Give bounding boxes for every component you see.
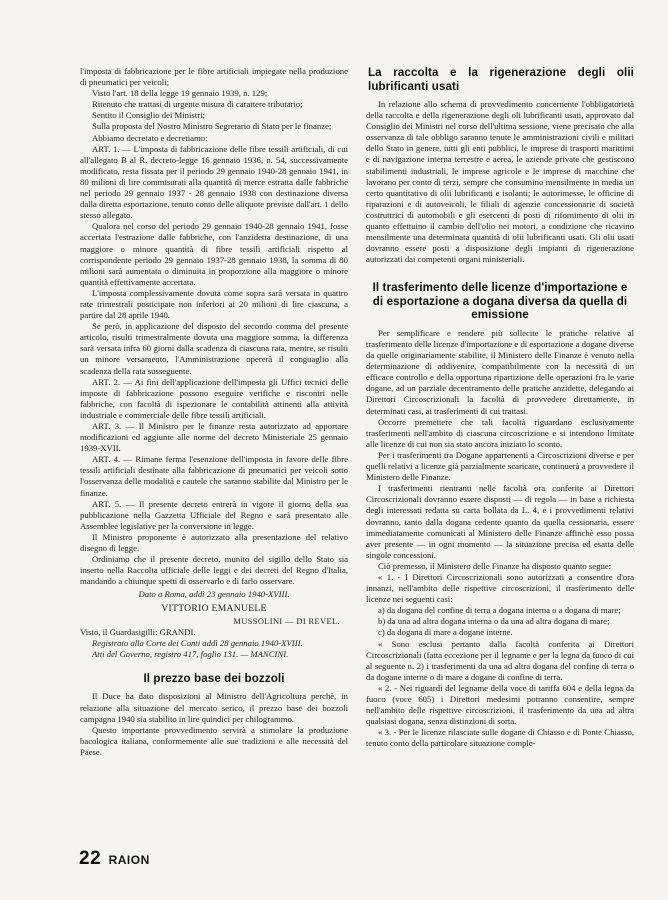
section-heading-bozzoli: Il prezzo base dei bozzoli	[143, 671, 285, 685]
section-heading-olii: La raccolta e la rigenerazione degli olii lubrificanti usati	[368, 66, 634, 93]
paragraph: I trasferimenti rientranti nelle facoltà ora conferite ai Direttori Circoscrizionali dovranno essere disposti — di regola — in base a richiesta degli interessati redatta su carta bollata da L. 4, e i provvedimenti relativi dovranno, tanto dalla dogana cedente quanto da quella cessionaria, essere immediatamente comunicati al Ministero delle Finanze affinchè esso possa aver presente — in ogni momento — la situazione precisa ed esatta delle singole concessioni.	[366, 483, 634, 560]
page-footer	[79, 848, 150, 870]
paragraph: In relazione allo schema di provvedimento concernente l'obbligatorietà della raccolta e della rigenerazione degli oli lubrificanti usati, approvato dal Consiglio dei Ministri nel corso dell'ultima sessione, viene precisato che alla osservanza di tale obbligo saranno tenute le amministrazioni civili e militari dello Stato in genere, tutti gli enti pubblici, le imprese di trasporti marittimi e di navigazione interna terrestre e aerea, le aziende private che gestiscono stabilimenti industriali, le imprese agricole e le imprese di macchine che lavorano per conto di terzi, sempre che consumino mensilmente in media un certo quantitativo di olii lubrificanti e isolanti; le autorimesse, le officine di riparazioni e di autoveicoli, le filiali di agenzie concessionarie di società costruttrici di automobili e gli esercenti di posti di rifornimento di olii in quanto effettuino il cambio dell'olio nei motori, a condizione che ricavino mensilmente una determinata quantità di olii lubrificanti usati. Gli olii usati dovranno essere posti a disposizione degli impianti di rigenerazione autorizzati dai competenti organi ministeriali.	[366, 99, 634, 265]
article-2: ART. 2. — Ai fini dell'applicazione dell'imposta gli Uffici tecnici delle imposte di fabbricazione possono eseguire verifiche e riscontri nelle fabbriche, con facoltà di ispezionare le contabilità attinenti alla attività industriale e commerciale delle fibre tessili artificiali.	[80, 376, 348, 420]
section-heading-licenze: Il trasferimento delle licenze d'importazione e di esportazione a dogana diversa da quella di emissione	[372, 281, 628, 322]
paragraph: « 3. - Per le licenze rilasciate sulle dogane di Chiasso e di Ponte Chiasso, tenuto conto della particolare situazione comple-	[366, 727, 634, 749]
paragraph: Questo importante provvedimento servirà a stimolare la produzione bacologica italiana, conformemente alle sue tradizioni e alle necessità del Paese.	[80, 724, 348, 757]
paragraph: Il Ministro proponente è autorizzato alla presentazione del relativo disegno di legge.	[80, 531, 348, 554]
visto-line: Visto, il Guardasigilli: GRANDI.	[80, 626, 196, 637]
article-5: ART. 5. — Il presente decreto entrerà in vigore il giorno della sua pubblicazione nella Gazzetta Ufficiale del Regno e sarà presentato alle Assemblee legislative per la conversione in legge.	[80, 498, 348, 531]
paragraph: Per semplificare e rendere più sollecite le pratiche relative al trasferimento delle licenze d'importazione e di esportazione a dogane diverse da quelle originariamente stabilite, il Ministero delle Finanze è venuto nella determinazione di addivenire, compatibilmente con la necessità di un efficace controllo e della opportuna ripartizione delle operazioni fra le varie dogane, ad un parziale decentramento delle pratiche anzidette, delegando ai Direttori Circoscrizionali la facoltà di provvedere direttamente, in determinati casi, ai trasferimenti di cui trattasi.	[366, 327, 634, 416]
list-item: c) da dogana di mare a dogane interne.	[378, 627, 513, 638]
paragraph: Visto l'art. 18 della legge 19 gennaio 1939, n. 129;	[92, 88, 268, 99]
paragraph: Qualora nel corso del periodo 29 gennaio 1940-28 gennaio 1941, fosse accertata l'estrazione dalle fabbriche, con l'anzidetta destinazione, di una maggiore o minore quantità di fibre tessili artificiali rispetto al corrispondente periodo 29 gennaio 1937-28 gennaio 1938, la somma di 80 milioni sarà aumentata o diminuita in proporzione alla maggiore o minore quantità effettivamente accertata.	[80, 221, 348, 287]
article-3: ART. 3. — Il Ministro per le finanze resta autorizzato ad apportare modificazioni ed aggiunte alle norme del decreto Ministeriale 25 gennaio 1939-XVII.	[80, 421, 348, 454]
list-item: b) da una ad altra dogana interna o da una ad altra dogana di mare;	[378, 616, 610, 627]
paragraph: Sentito il Consiglio dei Ministri;	[92, 110, 205, 121]
paragraph: Per i trasferimenti tra Dogane appartenenti a Circoscrizioni diverse e per quelli relativi a licenze già parzialmente scaricate, continuerà a provvedere il Ministero delle Finanze.	[366, 449, 634, 483]
paragraph: Se però, in applicazione del disposto del secondo comma del presente articolo, risulti trimestralmente dovuta una maggiore somma, la differenza sarà versata infra 60 giorni dalla scadenza di ciascuna rata, mentre, se risulti un minore versamento, l'Amministrazione opererà il conguaglio alla scadenza della rata susseguente.	[80, 321, 348, 376]
magazine-name: RAION	[108, 853, 150, 867]
paragraph: « 2. - Nei riguardi del legname della voce di tariffa 604 e della legna da fuoco (voce 605) i Direttori medesimi potranno consentire, sempre nell'ambito delle rispettive circoscrizioni, il trasferimento da una ad altra qualsiasi dogana, senza distinzioni di sorta.	[366, 682, 634, 727]
paragraph: Il Duce ha dato disposizioni al Ministro dell'Agricoltura perchè, in relazione alla situazione del mercato serico, il prezzo base dei bozzoli campagna 1940 sia stabilito in lire quindici per chilogrammo.	[80, 691, 348, 724]
paragraph: « 1. - I Direttori Circoscrizionali sono autorizzati a consentire d'ora innanzi, nell'ambito delle rispettive circoscrizioni, il trasferimento delle licenze nei seguenti casi:	[366, 571, 634, 605]
paragraph: Ordiniamo che il presente decreto, munito del sigillo dello Stato sia inserto nella Raccolta ufficiale delle leggi e dei decreti del Regno d'Italia, mandando a chiunque spetti di osservarlo e di farlo osservare.	[80, 554, 348, 587]
paragraph: Ciò premesso, il Ministero delle Finanze ha disposto quanto segue:	[378, 560, 612, 571]
paragraph: Sulla proposta del Nostro Ministro Segretario di Stato per le finanze;	[92, 121, 332, 132]
paragraph: L'imposta complessivamente dovuta come sopra sarà versata in quattro rate trimestrali posticipate non inferiori ai 20 milioni di lire ciascuna, a partire dal 28 aprile 1940.	[80, 287, 348, 321]
paragraph: l'imposta di fabbricazione per le fibre artificiali impiegate nella produzione di pneumatici per veicoli;	[80, 66, 348, 88]
ministers-signature: MUSSOLINI — DI REVEL.	[233, 616, 340, 626]
paragraph: Ritenuto che trattasi di urgente misura di carattere tributario;	[92, 99, 303, 110]
registration-line: Atti del Governo, registro 417, foglio 131. — MANCINI.	[92, 648, 289, 659]
list-item: a) da dogana del confine di terra a dogana interna o a dogana di mare;	[378, 605, 621, 616]
decree-date: Dato a Roma, addì 23 gennaio 1940-XVIII.	[138, 589, 290, 600]
article-4: ART. 4. — Rimane ferma l'esenzione dell'imposta in favore delle fibre tessili artificiali destinate alla fabbricazione di pneumatici per veicoli sotto l'osservanza delle modalità e cautele che saranno stabilite dal Ministro per le finanze.	[80, 454, 348, 498]
king-signature: VITTORIO EMANUELE	[161, 602, 267, 614]
paragraph: Abbiamo decretato e decretiamo:	[92, 132, 208, 143]
paragraph: « Sono esclusi pertanto dalla facoltà conferita ai Direttori Circoscrizionali (fatta eccezione per il legname e per la legna da fuoco di cui al seguente n. 2) i trasferimenti da una ad altra dogana del confine di terra o da dogane interne o di mare a dogane di confine di terra.	[366, 638, 634, 682]
right-column	[366, 66, 634, 749]
page-number: 22	[79, 848, 102, 869]
paragraph: Occorre premettere che tali facoltà riguardano esclusivamente trasferimenti nell'ambito di ciascuna circoscrizione e si intendono limitate alle licenze di cui non sia stato ancora iniziato lo sconto.	[366, 416, 634, 449]
registration-line: Registrato alla Corte dei Conti addì 28 gennaio 1940-XVIII.	[92, 637, 303, 648]
article-1: ART. 1. — L'imposta di fabbricazione delle fibre tessili artificiali, di cui all'allegato B al R. decreto-legge 16 gennaio 1936, n. 54, successivamente modificato, resta fissata per il periodo 29 gennaio 1940-28 gennaio 1941, in 80 milioni di lire commisurati alla quantità di merce estratta dalle fabbriche nel periodo 29 gennaio 1937 - 28 gennaio 1938 con destinazione diversa dalla diretta esportazione, tenuto conto delle aliquote previste dall'art. 1 dello stesso allegato.	[80, 143, 348, 221]
left-column	[80, 66, 348, 758]
